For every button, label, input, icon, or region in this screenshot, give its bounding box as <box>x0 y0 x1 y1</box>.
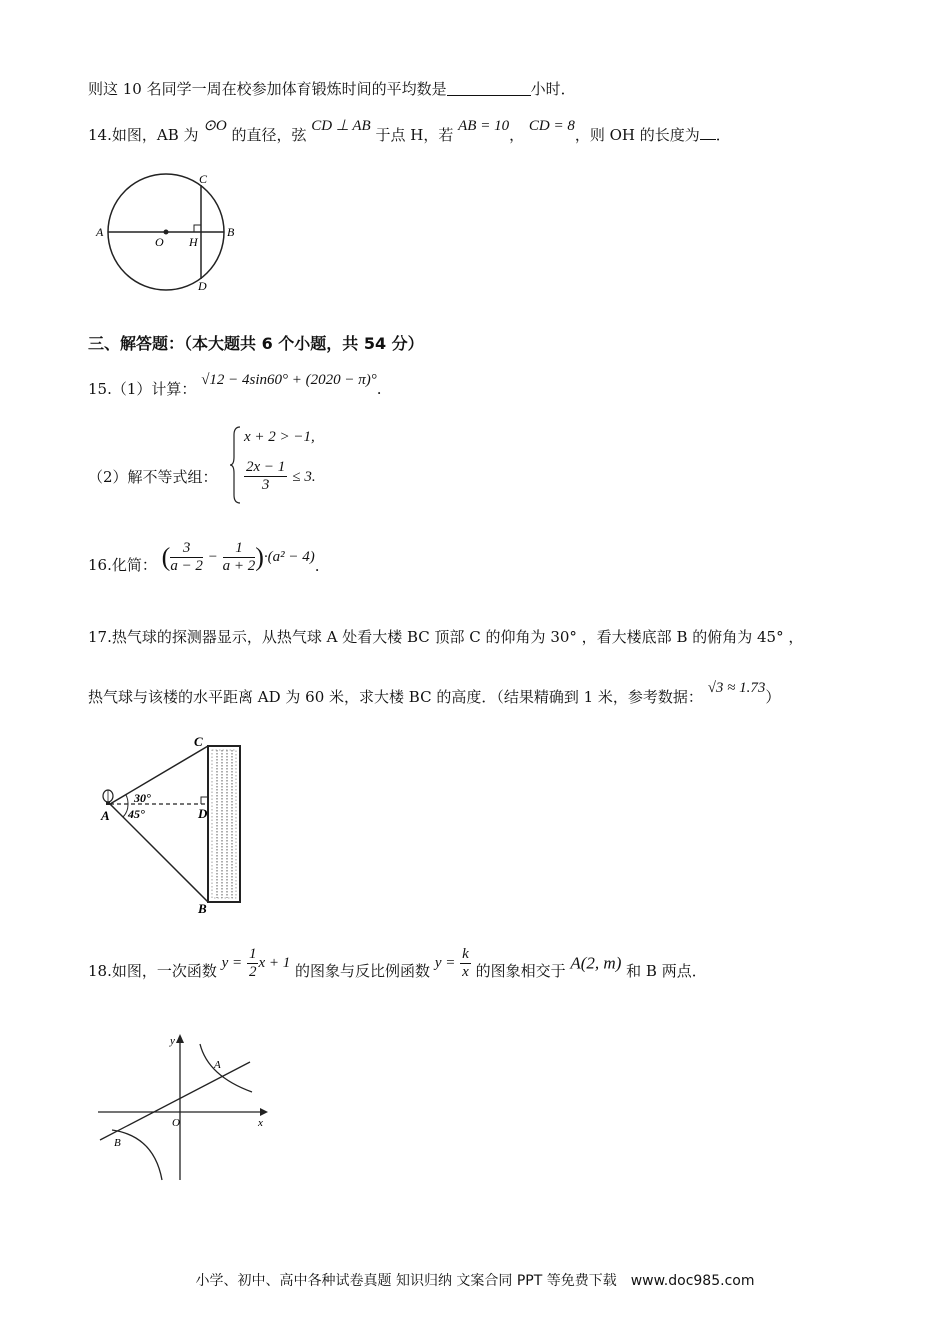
q16-end: . <box>314 557 320 575</box>
q16-f1-num: 3 <box>170 540 203 558</box>
q16-line <box>88 540 320 575</box>
building-bc <box>208 746 240 902</box>
q15-part1-expr: √12 − 4sin60° + (2020 − π)° <box>201 372 377 388</box>
label-y: y <box>170 1035 175 1047</box>
label-c: C <box>194 734 203 749</box>
label-b: B <box>198 901 207 916</box>
label-h: H <box>189 235 198 249</box>
q16-f1-den: a − 2 <box>170 558 203 574</box>
q16-label: 16.化简： <box>88 556 157 574</box>
label-b: B <box>227 225 235 239</box>
q13-answer-blank <box>447 81 531 96</box>
q16-f2-den: a + 2 <box>222 558 256 574</box>
q16-minus: − <box>207 549 218 565</box>
inequality-1: x + 2 > −1, <box>244 429 315 445</box>
q18-text4: 和 B 两点． <box>626 962 707 980</box>
section3-heading: 三、解答题：（本大题共 6 个小题，共 54 分） <box>88 334 424 353</box>
q18-f2-den: x <box>462 964 469 980</box>
angle-arc-30 <box>126 795 128 804</box>
q16-frac2 <box>223 540 256 575</box>
label-d: D <box>198 806 208 821</box>
q16-left-paren: ( <box>161 542 171 572</box>
ineq2-fraction <box>244 459 287 494</box>
q14-cd-eq: CD = 8 <box>528 118 575 134</box>
q14-text3: ，则 OH 的长度为 <box>574 126 700 144</box>
q16-tail: ·(a² − 4) <box>263 549 315 565</box>
q17-line1: 17.热气球的探测器显示，从热气球 A 处看大楼 BC 顶部 C 的仰角为 30° ，看大楼底部 B 的俯角为 45° ， <box>88 628 804 646</box>
q17-line2-end: ） <box>765 688 781 706</box>
right-angle-d <box>201 797 208 804</box>
q18-line <box>88 946 707 981</box>
q15-part1-end: . <box>376 380 382 398</box>
q18-f1-lhs: y = <box>221 955 243 971</box>
label-a: A <box>214 1059 221 1071</box>
label-a: A <box>101 808 110 823</box>
q15-part2-label: （2）解不等式组： <box>88 468 218 486</box>
q18-f1-num: 1 <box>248 946 257 962</box>
q18-graph-figure <box>92 1030 272 1185</box>
ineq2-num: 2x − 1 <box>246 459 286 475</box>
x-axis-arrow <box>260 1108 268 1116</box>
inequality-2 <box>244 459 316 494</box>
q18-f2-fraction <box>460 946 471 981</box>
q14-answer-blank <box>700 127 716 140</box>
system-brace <box>230 425 242 505</box>
label-x: x <box>258 1117 263 1129</box>
q18-f1-rest: x + 1 <box>258 955 291 971</box>
q17-balloon-figure <box>98 734 248 916</box>
ineq2-den: 3 <box>261 477 270 493</box>
right-angle-mark <box>194 225 201 232</box>
q18-text2: 的图象与反比例函数 <box>295 962 431 980</box>
label-c: C <box>199 172 208 186</box>
q14-num: 14.如图，AB 为 <box>88 126 199 144</box>
q13-unit: 小时． <box>530 80 576 98</box>
label-o: O <box>155 235 164 249</box>
q15-part1-label: 15.（1）计算： <box>88 380 197 398</box>
q14-comma: ， <box>509 126 525 144</box>
hyperbola-branch-1 <box>200 1044 252 1092</box>
label-d: D <box>198 279 207 293</box>
center-dot <box>164 230 169 235</box>
q17-line2 <box>88 680 781 707</box>
angle-label-45: 45° <box>128 807 145 821</box>
q13-text: 则这 10 名同学一周在校参加体育锻炼时间的平均数是 <box>88 80 447 98</box>
q14-text1: 的直径，弦 <box>231 126 307 144</box>
q16-frac1 <box>170 540 203 575</box>
label-a: A <box>96 225 104 239</box>
q18-point: A(2, m) <box>570 953 622 973</box>
label-b: B <box>114 1137 121 1149</box>
q18-f2-lhs: y = <box>434 955 456 971</box>
q15-part1-line <box>88 372 382 399</box>
sight-line-ab <box>110 804 208 902</box>
q18-f1-den: 2 <box>248 964 257 980</box>
q14-line <box>88 118 731 145</box>
sight-line-ac <box>110 746 208 804</box>
q18-f2-num: k <box>462 946 469 962</box>
building-windows <box>212 750 236 898</box>
q14-circle-figure <box>94 170 254 295</box>
q14-ab-eq: AB = 10 <box>458 118 510 134</box>
q18-text1: 18.如图，一次函数 <box>88 962 217 980</box>
q16-right-paren: ) <box>255 542 264 572</box>
q14-text2: 于点 H，若 <box>375 126 454 144</box>
y-axis-arrow <box>176 1034 184 1043</box>
ineq2-rest: ≤ 3. <box>292 469 316 485</box>
q14-circle-o: ⊙O <box>203 118 227 134</box>
q14-end: ． <box>715 126 731 144</box>
q18-f1-fraction <box>247 946 259 981</box>
angle-label-30: 30° <box>134 791 151 805</box>
q18-text3: 的图象相交于 <box>475 962 566 980</box>
q17-ref: √3 ≈ 1.73 <box>707 680 766 696</box>
q16-f2-num: 1 <box>223 540 256 558</box>
label-o: O <box>172 1117 180 1129</box>
q17-line2-text: 热气球与该楼的水平距离 AD 为 60 米，求大楼 BC 的高度．（结果精确到 1 米，参考数据： <box>88 688 703 706</box>
page-footer: 小学、初中、高中各种试卷真题 知识归纳 文案合同 PPT 等免费下载 www.doc985.com <box>195 1273 755 1289</box>
q13-tail-line <box>88 78 576 99</box>
q14-cd-perp-ab: CD ⊥ AB <box>311 118 371 134</box>
